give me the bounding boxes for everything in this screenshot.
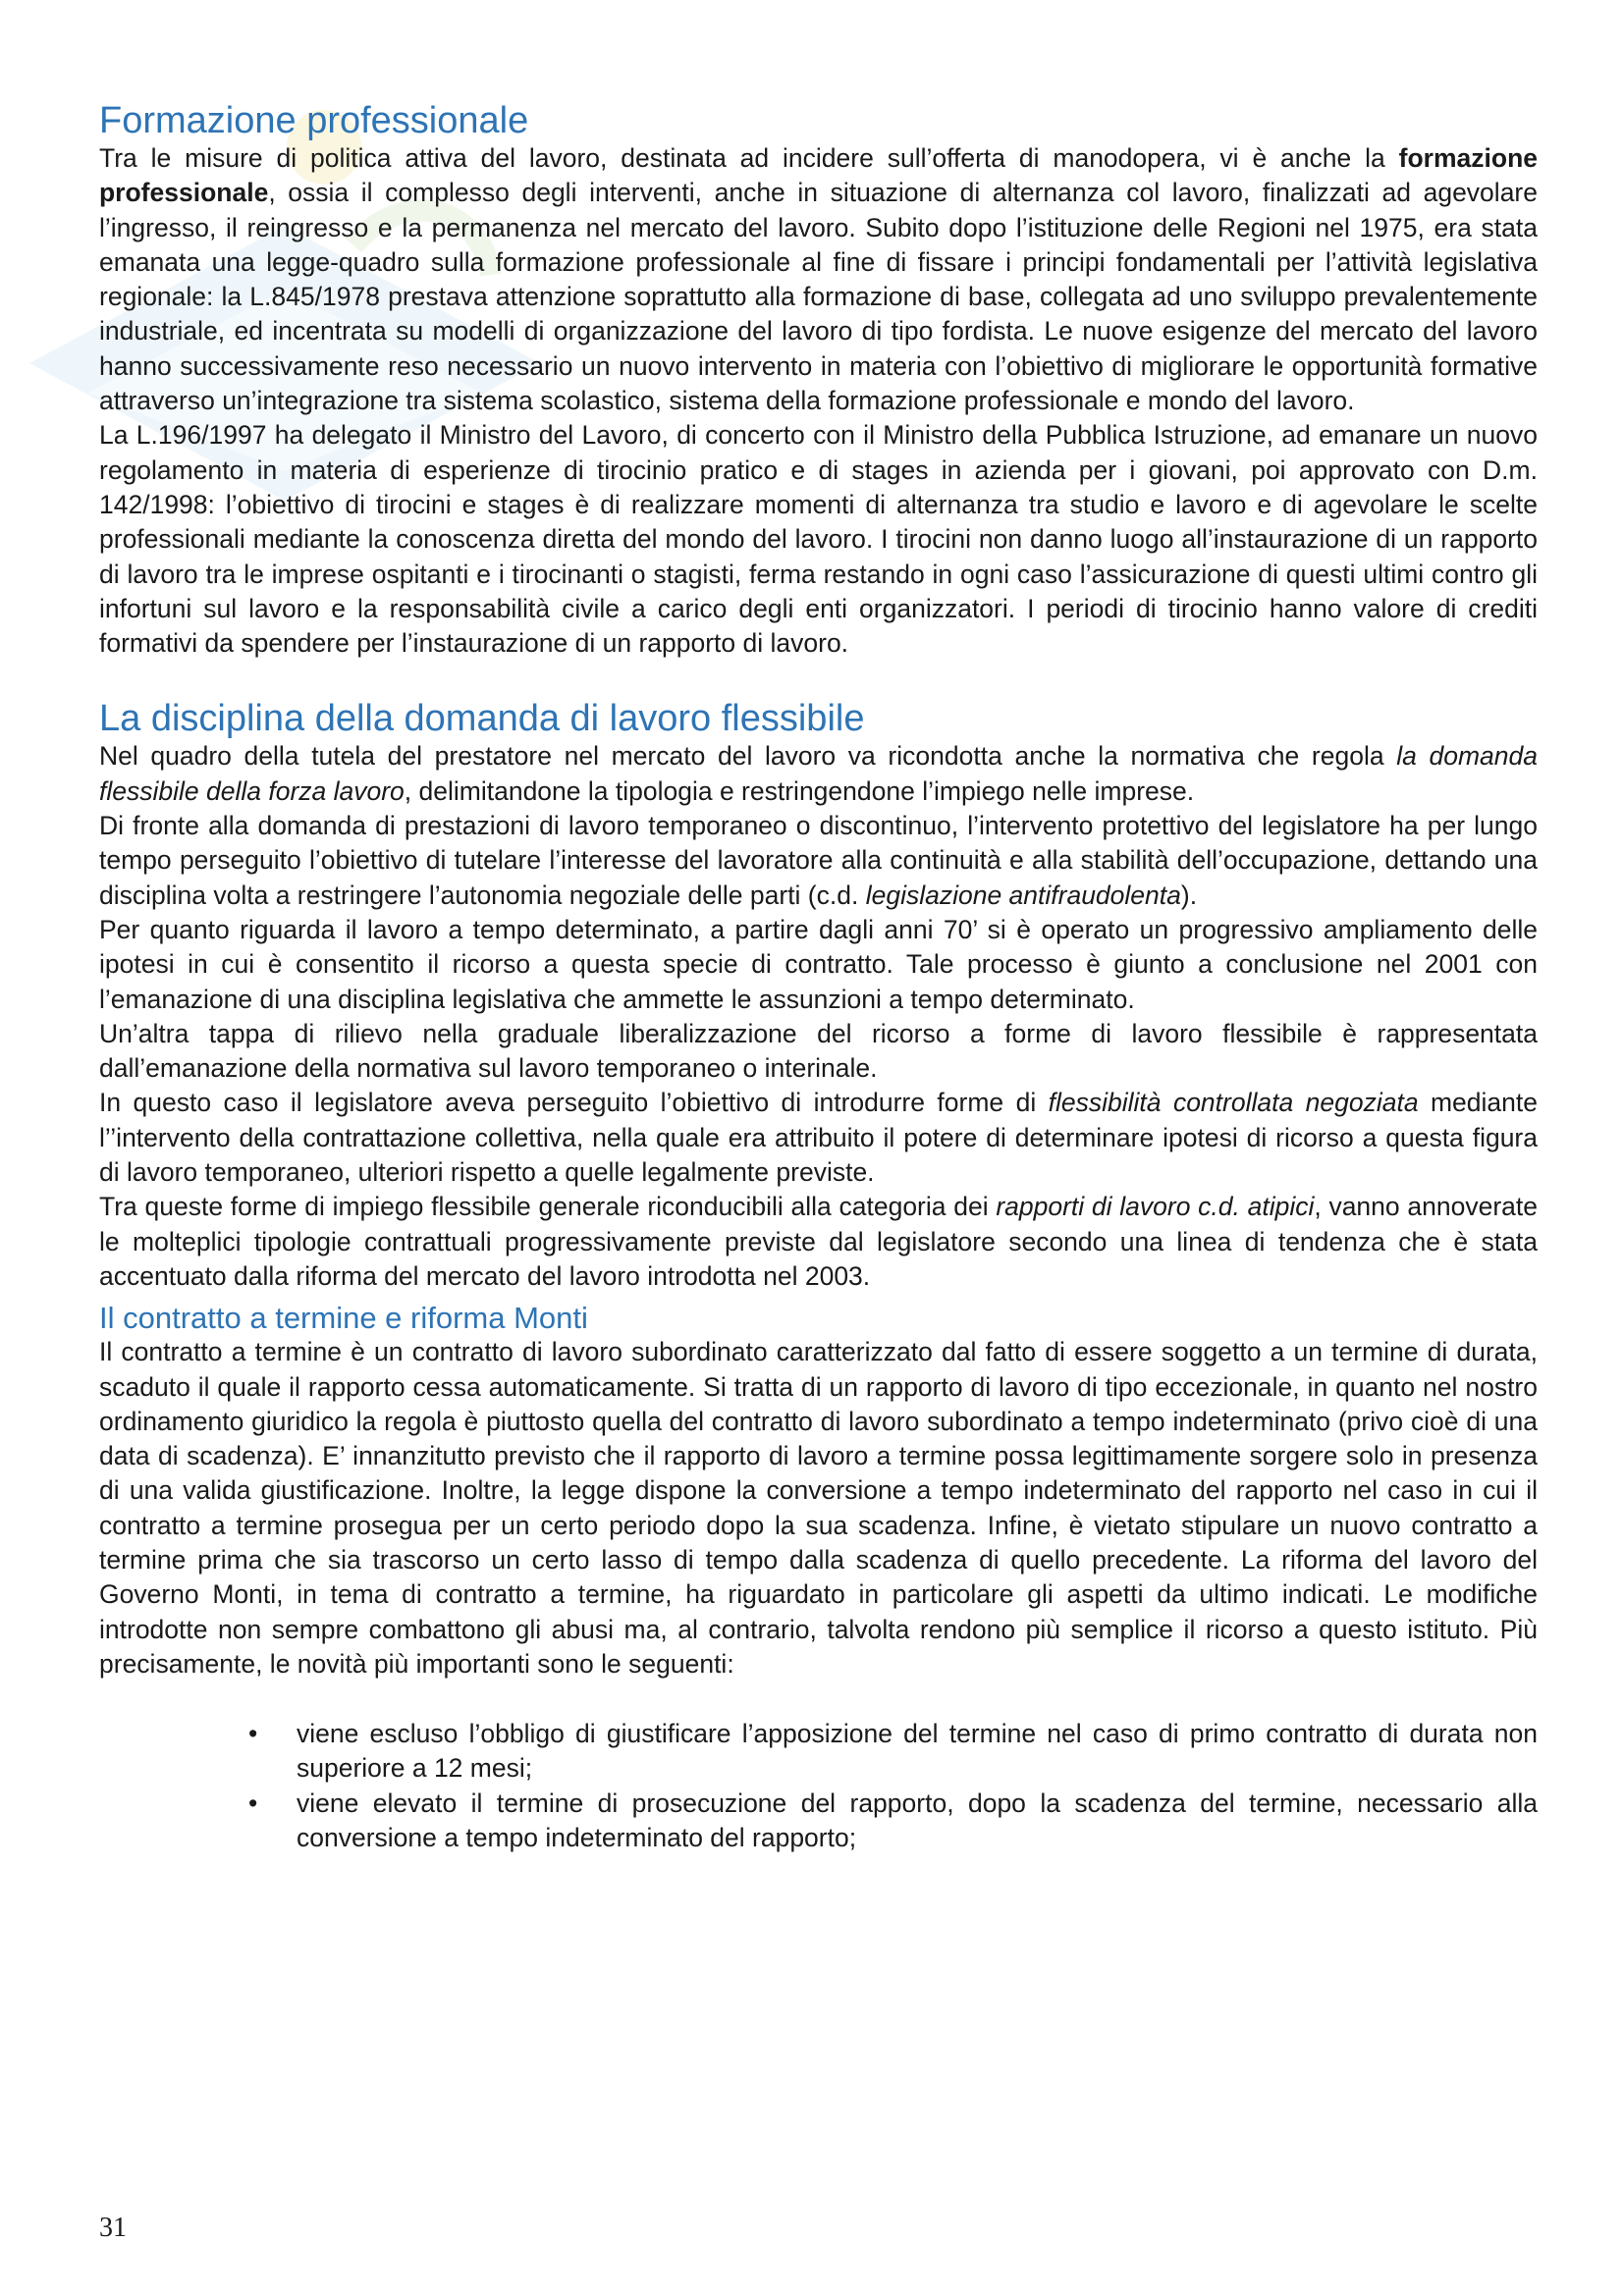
paragraph-formazione-2: La L.196/1997 ha delegato il Ministro del Lavoro, di concerto con il Ministro della Pubblica Istruzione, ad emanare un nuovo regolamento in materia di esperienze di tirocinio pratico e di stages in azienda per i giovani, poi approvato con D.m. 142/1998: l’obiettivo di tirocini e stages è di realizzare momenti di alternanza tra studio e lavoro e di agevolare le scelte professionali mediante la conoscenza diretta del mondo del lavoro. I tirocini non danno luogo all’instaurazione di un rapporto di lavoro tra le imprese ospitanti e i tirocinanti o stagisti, ferma restando in ogni caso l’assicurazione di questi ultimi contro gli infortuni sul lavoro e la responsabilità civile a carico degli enti organizzatori. I periodi di tirocinio hanno valore di crediti formativi da spendere per l’instaurazione di un rapporto di lavoro. (99, 420, 1538, 659)
text-run: , vanno annoverate le molteplici tipologie contrattuali progressivamente previste dal legislatore secondo una linea di tendenza che è stata accentuato dalla riforma del mercato del lavoro introdotta nel 2003. (99, 1192, 1538, 1291)
text-run: Tra queste forme di impiego flessibile generale riconducibili alla categoria dei (99, 1192, 997, 1222)
text-run: ). (1180, 880, 1198, 910)
list-item-text: viene elevato il termine di prosecuzione del rapporto, dopo la scadenza del termine, necessario alla conversione a tempo indeterminato del rapporto; (297, 1788, 1538, 1853)
paragraph-contratto-1: Il contratto a termine è un contratto di lavoro subordinato caratterizzato dal fatto di essere soggetto a un termine di durata, scaduto il quale il rapporto cessa automaticamente. Si tratta di un rapporto di lavoro di tipo eccezionale, in quanto nel nostro ordinamento giuridico la regola è piuttosto quella del contratto di lavoro subordinato a tempo indeterminato (privo cioè di una data di scadenza). E’ innanzitutto previsto che il rapporto di lavoro a termine possa legittimamente sorgere solo in presenza di una valida giustificazione. Inoltre, la legge dispone la conversione a tempo indeterminato del rapporto nel caso in cui il contratto a termine prosegua per un certo periodo dopo la sua scadenza. Infine, è vietato stipulare un nuovo contratto a termine prima che sia trascorso un certo lasso di tempo dalla scadenza di quello precedente. La riforma del lavoro del Governo Monti, in tema di contratto a termine, ha riguardato in particolare gli aspetti da ultimo indicati. Le modifiche introdotte non sempre combattono gli abusi ma, al contrario, talvolta rendono più semplice il ricorso a questo istituto. Più precisamente, le novità più importanti sono le seguenti: (99, 1337, 1538, 1679)
italic-term: legislazione antifraudolenta (865, 880, 1181, 910)
list-item (248, 1787, 1538, 1856)
paragraph-formazione-1 (99, 141, 1538, 418)
paragraph-disciplina-4: Un’altra tappa di rilievo nella graduale liberalizzazione del ricorso a forme di lavoro flessibile è rappresentata dall’emanazione della normativa sul lavoro temporaneo o interinale. (99, 1018, 1538, 1084)
text-run: mediante l’’intervento della contrattazione collettiva, nella quale era attribuito il potere di determinare ipotesi di ricorso a questa figura di lavoro temporaneo, ulteriori rispetto a quelle legalmente previste. (99, 1088, 1539, 1188)
text-run: , ossia il complesso degli interventi, anche in situazione di alternanza col lavoro, finalizzati ad agevolare l’ingresso, il reingresso e la permanenza nel mercato del lavoro. Subito dopo l’istituzione delle Regioni nel 1975, era stata emanata una legge-quadro sulla formazione professionale al fine di fissare i principi fondamentali per l’attività legislativa regionale: la L.845/1978 prestava attenzione soprattutto alla formazione di base, collegata ad uno sviluppo prevalentemente industriale, ed incentrata su modelli di organizzazione del lavoro di tipo fordista. Le nuove esigenze del mercato del lavoro hanno successivamente reso necessario un nuovo intervento in materia con l’obiettivo di migliorare le opportunità formative attraverso un’integrazione tra sistema scolastico, sistema della formazione professionale e mondo del lavoro. (99, 178, 1538, 416)
text-run: , delimitandone la tipologia e restringendone l’impiego nelle imprese. (404, 775, 1195, 806)
section-title-disciplina: La disciplina della domanda di lavoro flessibile (99, 698, 865, 740)
list-item (248, 1717, 1538, 1787)
subsection-title-contratto: Il contratto a termine e riforma Monti (99, 1301, 588, 1336)
italic-term: la domanda flessibile della forza lavoro (99, 741, 1539, 806)
page-number: 31 (99, 2213, 127, 2243)
bullet-list (99, 1717, 1538, 1855)
bullet-icon: • (248, 1719, 258, 1749)
text-run: Tra le misure di politica attiva del lavoro, destinata ad incidere sull’offerta di manodopera, vi è anche la (99, 143, 1399, 173)
bullet-icon: • (248, 1788, 258, 1818)
list-item-text: viene escluso l’obbligo di giustificare l’apposizione del termine nel caso di primo contratto di durata non superiore a 12 mesi; (297, 1719, 1538, 1784)
paragraph-disciplina-2 (99, 809, 1538, 913)
italic-term: rapporti di lavoro c.d. atipici (996, 1192, 1315, 1222)
section-title-formazione: Formazione professionale (99, 100, 529, 141)
paragraph-disciplina-1 (99, 739, 1538, 809)
text-run: In questo caso il legislatore aveva perseguito l’obiettivo di introdurre forme di (99, 1088, 1049, 1118)
italic-term: flessibilità controllata negoziata (1048, 1088, 1419, 1118)
bold-term: formazione professionale (99, 143, 1538, 208)
document-body (99, 100, 1538, 1855)
paragraph-disciplina-3: Per quanto riguarda il lavoro a tempo determinato, a partire dagli anni 70’ si è operato un progressivo ampliamento delle ipotesi in cui è consentito il ricorso a questa specie di contratto. Tale processo è giunto a conclusione nel 2001 con l’emanazione di una disciplina legislativa che ammette le assunzioni a tempo determinato. (99, 914, 1538, 1014)
text-run: Di fronte alla domanda di prestazioni di lavoro temporaneo o discontinuo, l’intervento protettivo del legislatore ha per lungo tempo perseguito l’obiettivo di tutelare l’interesse del lavoratore alla continuità e alla stabilità dell’occupazione, dettando una disciplina volta a restringere l’autonomia negoziale delle parti (c.d. (99, 811, 1538, 910)
paragraph-disciplina-5 (99, 1086, 1538, 1190)
text-run: Nel quadro della tutela del prestatore nel mercato del lavoro va ricondotta anche la normativa che regola (99, 741, 1397, 772)
paragraph-disciplina-6 (99, 1190, 1538, 1294)
